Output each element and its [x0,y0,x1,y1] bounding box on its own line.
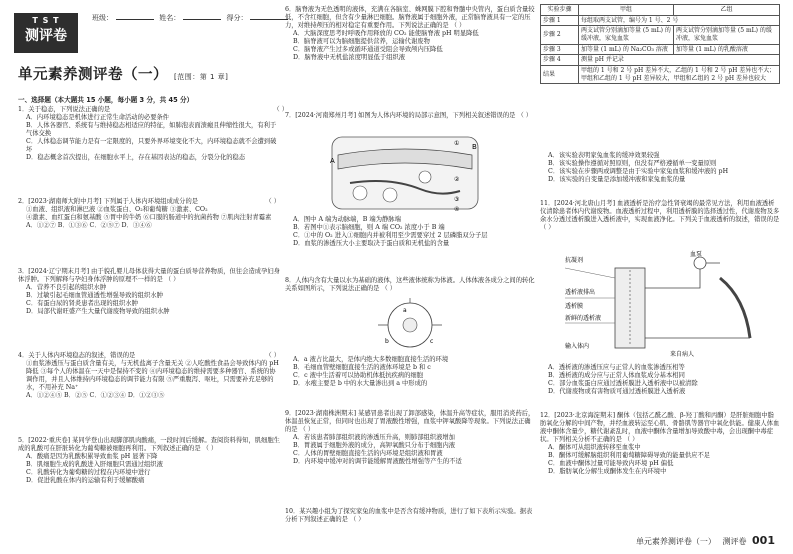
table-cell: 加等量 (1 mL) 的 Na₂CO₃ 溶液 [579,44,674,55]
title-main: 单元素养测评卷（一） [18,67,168,83]
class-label: 班级： [92,14,113,22]
q12-b: B．酮体可缓解脑组织利用葡萄糖障碍导致的能量供应不足 [548,452,711,460]
name-label: 姓名： [159,14,181,22]
q8-c: C．c 液中生活着可以协助机体抵抗疾病的细胞 [293,372,423,380]
q5-b: B．肌细胞生成的乳酸进入肝细胞只需通过组织液 [26,461,163,469]
q5-stem: 5．[2022·重庆卷] 某同学登山出现脚部肌肉酸痛，一段时间后缓解。查阅资料得知，肌细胞生成的乳酸可在肝脏转化为葡萄糖被细胞再利用。下列叙述正确的是 （ ） [18,437,280,453]
q6-stem: 6．脑脊液为无色透明的液体，充满在各脑室、蛛网膜下腔和脊髓中央管内，蛋白质含量较低，不含红细胞，但含有少量淋巴细胞。脑脊液属于细胞外液，正常脑脊液具有一定的压力，对维持颅压的相对稳定有重要作用。下列说法正确的是 （ ） [285,6,535,30]
page-number: 001 [752,533,775,547]
section-heading: 一、选择题（本大题共 15 小题，每小题 3 分，共 45 分） [18,96,194,104]
q1-d: D．稳态概念首次提出，在细胞水平上，存在基因表达的稳态，分裂分化的稳态 [26,154,246,162]
q11-b: B．透析液的成分应与正常人体血浆成分基本相同 [548,372,685,380]
q6-c: C．脑脊液产生过多或循环通道受阻会导致颅内压降低 [293,46,443,54]
question-9 [285,410,535,466]
footer [636,534,775,548]
q12-d: D．脂肪氧化分解生成酮体发生在内环境中 [548,468,667,476]
q10-d: D．该实验的自变量是添加缓冲液和家兔血浆的量 [548,176,686,184]
question-10 [285,508,535,524]
q11-d: D．代谢废物或有害物质可通过透析膜进入透析液 [548,388,686,396]
score-label: 得分： [226,14,248,22]
question-11 [540,200,780,232]
table-row [541,66,780,84]
question-4 [18,352,280,400]
q9-d: D．内环境中缓冲对的调节能缓解胃液酸性增强等产生的不适 [293,458,462,466]
leader-1 [565,268,615,278]
fluid-diagram [375,298,445,352]
q11-paren: （ ） [540,224,555,232]
q9-c: C．人体的胃壁细胞直接生活的内环境是组织液和胃液 [293,450,443,458]
cell-2 [383,188,397,202]
score-field[interactable] [250,13,288,20]
q7-d: D．血浆的渗透压大小主要取决于蛋白质和无机盐的含量 [293,240,450,248]
question-8-options [285,356,535,388]
table-row [541,55,780,66]
table-cell: 步骤 3 [541,44,579,55]
label-anticoagulant: 抗凝剂 [565,257,584,264]
q2-l1: ①血液、组织液和淋巴液 ②血浆蛋白、O₂和葡萄糖 ③激素、CO₂ [26,206,208,214]
question-5 [18,437,280,485]
question-10-options [540,152,780,184]
q3-stem: 3．[2024·辽宁期末月考] 由于貌孔婴儿母体获得大量的蛋白质导营养物质，但往会造成孕妇身体浮肿。下列解释与孕妇身体浮肿的原理不一样的是 （ ） [18,268,280,284]
q8-paren: （ ） [379,285,397,293]
q10-stem: 10．某兴趣小组为了探究家兔的血浆中是否含有缓冲物质，进行了如下表所示实验。据表分析下列叙述正确的是 （ ） [285,508,533,524]
footer-text: 单元素养测评卷（一） [635,536,716,546]
label-1: ① [454,140,460,147]
label-4: ④ [454,206,460,213]
q3-d: D．局部代谢旺盛产生大量代谢废物导致的组织水肿 [26,308,170,316]
q3-b: B．过敏引起毛细血管通透性增强导致的组织水肿 [26,292,163,300]
q4-paren: （ ） [265,352,280,359]
class-field[interactable] [116,13,154,20]
question-7-options [285,216,535,248]
q3-c: C．有蛋白尿的肾炎患者出现的组织水肿 [26,300,138,308]
q7-a: A．图中 A 端为动脉端，B 端为静脉端 [293,216,401,223]
q7-paren: （ ） [515,112,533,119]
q1-stem: 1．关于稳态，下列说法正确的是 [18,106,111,113]
footer-part: 测评卷 [722,536,747,546]
table-cell: 甲组的 1 号和 2 号 pH 差异不大，乙组的 1 号和 2 号 pH 差异也不大；甲组和乙组的 1 号 pH 差异较大，甲组和乙组的 2 号 pH 差异也较大 [579,66,780,84]
q1-a: A．内环境稳态是机体进行正常生命活动的必要条件 [26,114,170,122]
q7-stem: 7．[2024·河南郑州月考] 如图为人体内环境的局部示意图，下列相关叙述错误的是 （ ） [285,112,533,119]
nucleus [403,318,417,332]
logo-top: T S T [32,16,60,25]
arm [720,278,750,338]
question-11-options [540,364,780,396]
question-12 [540,412,780,476]
logo [14,13,78,53]
q6-a: A．大脑深度思考时呼吸作用释放的 CO₂ 能使脑脊液 pH 明显降低 [293,30,479,38]
q11-stem: 11．[2024·河北唐山月考] 血液透析是治疗急性肾衰竭的最常见方法，利用血液透析仪清除患者体内代谢废物。血液透析过程中，利用透析膜的选择透过性，代谢废物及多余水分透过透析膜进入透析液中，实现血液净化。下列关于血液透析的叙述，错误的是 （ ） [540,200,780,232]
th-groupB: 乙组 [674,5,780,16]
label-fresh: 新鲜的透析液 [565,315,602,322]
cell-1 [353,186,367,200]
question-7 [285,112,535,120]
q9-b: B．胃液属于细胞外液的成分，高钾氧酸只分布于细胞内液 [293,442,456,450]
table-cell: 测量 pH 并记录 [579,55,780,66]
q6-paren: （ ） [448,22,466,30]
table-header [541,5,780,16]
q6-d: D．脑脊液中无机盐浓度明显低于组织液 [293,54,406,62]
question-2 [18,198,280,230]
q5-c: C．乳酸转化为葡萄糖的过程在内环境中进行 [26,469,151,477]
table-cell: 步骤 2 [541,26,579,44]
q5-a: A．酸痛是因为乳酸积累导致血浆 pH 显著下降 [26,453,158,461]
th-groupA: 甲组 [579,5,674,16]
q3-paren: （ ） [162,276,180,284]
question-8 [285,277,535,293]
table-cell: 加等量 (1 mL) 的乳酸溶液 [674,44,780,55]
title-range: [范围：第 1 章] [174,73,229,81]
q12-c: C．血液中酮体过量可能导致内环境 pH 偏低 [548,460,674,468]
label-B: B [472,143,477,151]
table-row [541,15,780,26]
table-cell: 步骤 1 [541,15,579,26]
question-6 [285,6,535,62]
q12-a: A．酮体可从组织液转移至血浆中 [548,444,641,452]
q9-paren: （ ） [297,426,315,434]
label-from-patient: 来自病人 [670,351,695,358]
th-step: 实验步骤 [541,5,579,16]
logo-bottom: 测评卷 [25,28,67,45]
label-2: ② [454,176,460,183]
label-c: c [430,338,434,345]
q10-b: B．该实验操作遵循对照原则，但没有严格遵循单一变量原则 [548,160,717,168]
tube-out [645,263,720,288]
q8-b: B．毛细血管壁细胞直接生活的液体环境是 b 和 c [293,364,431,372]
table-cell: 结果 [541,66,579,84]
label-outflow: 透析液排出 [565,289,596,296]
label-pump: 血泵 [690,251,703,258]
q12-stem: 12．[2023·北京海淀期末] 酮体（包括乙酰乙酸、β-羟丁酸和丙酮）是肝脏细胞中脂肪氧化分解的中间产物，并经血液转运至心肌、骨骼肌等器官中氧化供能。健康人体血液中酮体含量少，糖代谢紊乱时，血液中酮体含量增加导致酸中毒，会出现酮中毒症状。下列相关分析不正确的是 （ ） [540,412,780,444]
q8-d: D．水疱主要是 b 中的水大量渗出到 a 中形成的 [293,380,428,388]
dialysis-diagram [560,248,760,360]
question-1 [18,106,288,162]
question-3 [18,268,280,316]
table-cell: 两支试管分别滴加等量 (5 mL) 的缓冲液，家兔血浆 [579,26,674,44]
label-b: b [385,338,389,345]
table-cell: 两支试管分别滴加等量 (5 mL) 的缓冲液，家兔血浆 [674,26,780,44]
table-row [541,26,780,44]
q9-stem: 9．[2023·湖南株洲期末] 某感冒患者出现了卸部感染，体温升高等症状，服用消炎药后，体温虽恢复正常，但同时也出现了胃液酸性增强，血浆中钾氧酸降等现象。下列说法正确的是 （ ） [285,410,535,434]
table-row [541,44,780,55]
label-a: a [403,307,407,314]
q10-c: C．该实验在步骤两或调整是由于实验中家兔血浆和缓冲液的 pH [548,168,729,176]
label-return: 输入体内 [565,343,590,350]
q4-stem: 4．关于人体内环境稳态的叙述，错误的是 [18,352,136,359]
q12-paren: （ ） [621,436,639,444]
q2-paren: （ ） [265,198,280,205]
q1-b: B．人体各器官、系统有与维持稳态相适应的特征，如肺泡表面溃瘢且伸缩性很大，有利于气体交换 [26,122,277,138]
q4-opts: A．①②④⑤ B．②⑤ C．①②③④ D．①②③⑤ [26,392,165,400]
q8-a: A．a 液占比最大，是体内绝大多数细胞直接生活的环境 [293,356,449,363]
experiment-table [540,4,780,84]
q11-a: A．透析液的渗透压应与正常人的血浆渗透压相等 [548,364,685,371]
page-title [18,66,228,85]
q2-opts: A．①②⑦ B．①③⑥ C．②⑤⑦ D．③④⑥ [26,222,152,230]
label-membrane: 透析膜 [565,303,584,310]
q7-b: B．若图中①表示脑细胞，则 A 端 CO₂ 浓度小于 B 端 [293,224,445,232]
table-cell: 步骤 4 [541,55,579,66]
tissue-diagram [330,133,480,213]
q6-b: B．脑脊液可以为脑细胞提供营养，运输代谢废物 [293,38,430,46]
q1-paren: （ ） [273,106,288,113]
label-3: ③ [454,196,460,203]
pump [694,257,706,269]
name-field[interactable] [183,13,221,20]
q11-c: C．部分血浆蛋白应通过透析膜进入透析液中以被清除 [548,380,698,388]
q7-c: C．①中的 O₂ 进入①细胞内并被利用至少需要穿过 2 层磷脂双分子层 [293,232,488,240]
q2-stem: 2．[2023·湖南师大附中月考] 下列属于人体内环境组成成分的是 [18,198,199,205]
q3-a: A．营养不良引起的组织水肿 [26,284,107,292]
q9-a: A．若该患者肺部组织液的渗透压升高，则肺部组织液增加 [293,434,455,442]
student-info [92,13,291,23]
q10-paren: （ ） [347,516,365,524]
q5-d: D．促进乳酸在体内的运输有利于缓解酸痛 [26,477,145,485]
q5-paren: （ ） [200,445,218,453]
q2-l2: ④激素、血红蛋白和氨基酸 ⑤胃中的牛奶 ⑥口服的肠道中的抗菌药物 ⑦肌肉注射青霉素 [26,214,272,222]
cell-3 [419,171,431,183]
q1-c: C．人体稳态调节能力是有一定限度的，只要外界环境变化不大，内环境稳态就不会遭到破坏 [26,138,277,154]
table-cell: 每组取两支试管，编号为 1 号、2 号 [579,15,780,26]
label-A: A [330,157,335,165]
q8-stem: 8．人体内含有大量以水为基础的液体，这些液体统称为体液。人体体液各成分之间的转化关系如图所示，下列说法正确的是 （ ） [285,277,535,293]
q10-a: A．该实验表明家兔血浆的缓冲效果较强 [548,152,660,159]
q4-l1: ①血浆渗透压与蛋白质含量有关，与无机盐离子含量无关 ②人吃酸性食品会导致体内的 pH 降低 ③每个人的体温在一天中是保持不变的 ④内环境稳态的维持需要多种器官、系统的协调作用，并且人体维持内环境稳态的调节能力有限 ⑤严重腹泻、呕吐，只需要补充足够的水，不用补充 Na⁺ [26,360,279,392]
